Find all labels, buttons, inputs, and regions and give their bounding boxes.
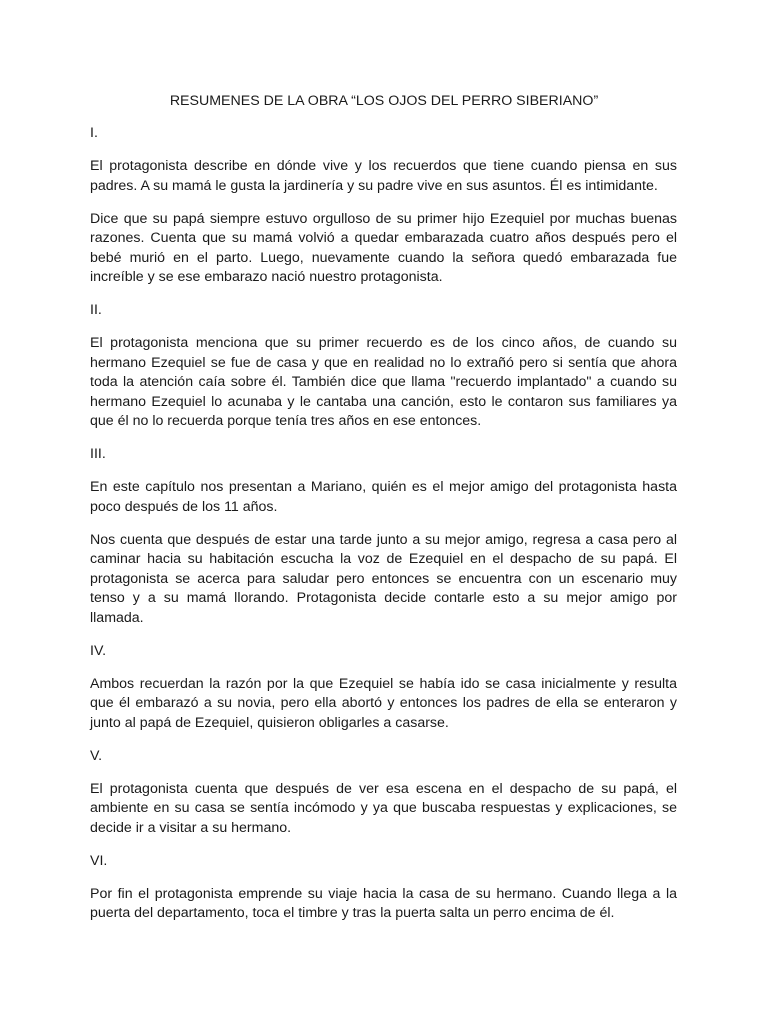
section-paragraph: El protagonista cuenta que después de ver esa escena en el despacho de su papá, el ambiente en su casa se sentía incómodo y ya que buscaba respuestas y explicaciones, se decide ir a visitar a su hermano.	[90, 780, 677, 836]
section-paragraph: Nos cuenta que después de estar una tarde junto a su mejor amigo, regresa a casa pero al caminar hacia su habitación escucha la voz de Ezequiel en el despacho de su papá. El protagonista se acerca para saludar pero entonces se encuentra con un escenario muy tenso y a su mamá llorando. Protagonista decide contarle esto a su mejor amigo por llamada.	[90, 531, 677, 626]
section-paragraph: En este capítulo nos presentan a Mariano, quién es el mejor amigo del protagonista hasta poco después de los 11 años.	[90, 479, 677, 515]
section-paragraph: Ambos recuerdan la razón por la que Ezequiel se había ido se casa inicialmente y resulta que él embarazó a su novia, pero ella abortó y entonces los padres de ella se enteraron y junto al papá de Ezequiel, quisieron obligarles a casarse.	[90, 675, 677, 731]
section-numeral: V.	[90, 747, 103, 764]
document-body	[90, 124, 677, 937]
section-paragraph: Por fin el protagonista emprende su viaje hacia la casa de su hermano. Cuando llega a la puerta del departamento, toca el timbre y tras la puerta salta un perro encima de él.	[90, 885, 677, 921]
section-paragraph: El protagonista menciona que su primer recuerdo es de los cinco años, de cuando su hermano Ezequiel se fue de casa y que en realidad no lo extrañó pero si sentía que ahora toda la atención caía sobre él. También dice que llama "recuerdo implantado" a cuando su hermano Ezequiel lo acunaba y le cantaba una canción, esto le contaron sus familiares ya que él no lo recuerda porque tenía tres años en ese entonces.	[90, 335, 677, 429]
section-numeral: IV.	[90, 642, 107, 659]
section-numeral: III.	[90, 446, 106, 462]
section-numeral: VI.	[90, 852, 108, 869]
section-paragraph: Dice que su papá siempre estuvo orgulloso de su primer hijo Ezequiel por muchas buenas razones. Cuenta que su mamá volvió a quedar embarazada cuatro años después pero el bebé murió en el parto. Luego, nuevamente cuando la señora quedó embarazada fue increíble y se ese embarazo nació nuestro protagonista.	[90, 210, 677, 285]
page-title: RESUMENES DE LA OBRA “LOS OJOS DEL PERRO SIBERIANO”	[169, 93, 599, 109]
section-numeral: II.	[90, 302, 102, 318]
section-numeral: I.	[90, 125, 98, 141]
section-paragraph: El protagonista describe en dónde vive y los recuerdos que tiene cuando piensa en sus padres. A su mamá le gusta la jardinería y su padre vive en sus asuntos. Él es intimidante.	[90, 158, 677, 194]
